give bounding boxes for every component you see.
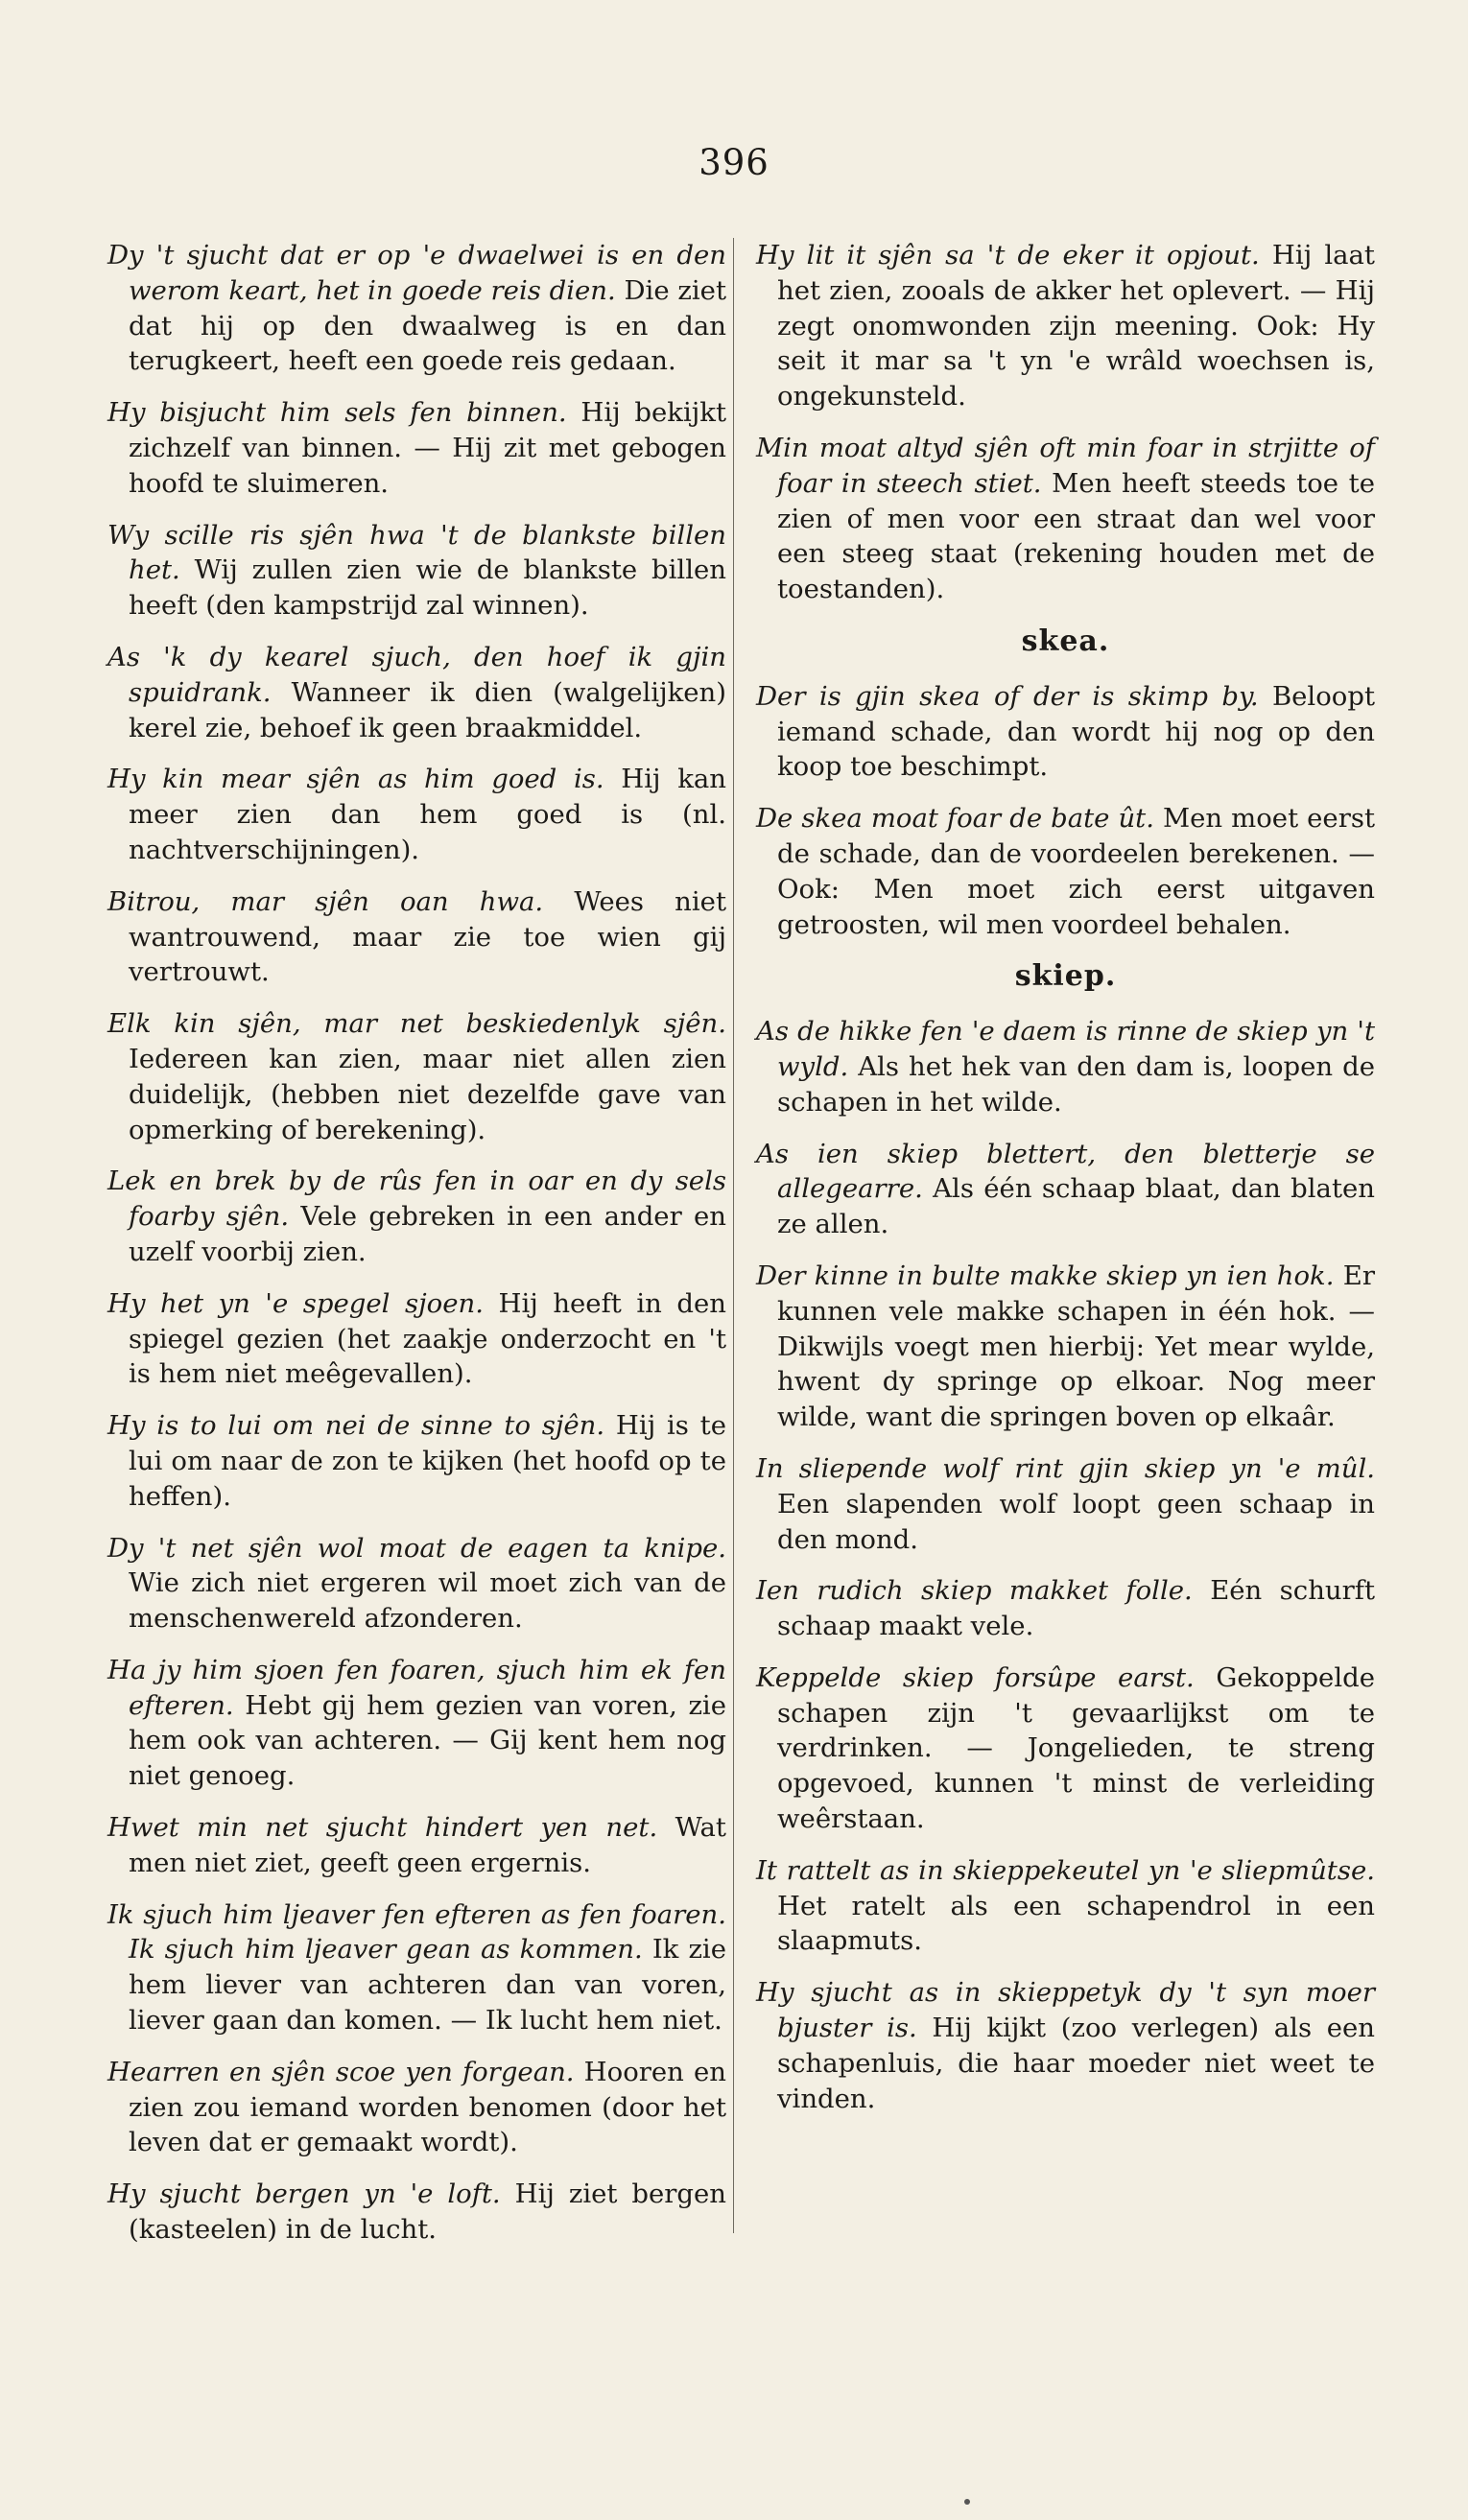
proverb-entry: Der is gjin skea of der is skimp by. Beloopt iemand schade, dan wordt hij nog op den koop toe beschimpt. [756,680,1375,783]
proverb-entry: Min moat altyd sjên oft min foar in strjitte of foar in steech stiet. Men heeft steeds toe te zien of men voor een straat dan wel voor een steeg staat (rekening houden met de toestanden). [756,432,1375,605]
section-heading-skea: skea. [1021,624,1110,658]
right-column [756,238,1375,2132]
proverb-entry: Ha jy him sjoen fen foaren, sjuch him ek fen efteren. Hebt gij hem gezien van voren, zie hem ook van achteren. — Gij kent hem nog niet genoeg. [107,1654,726,1792]
proverb-entry: Hy kin mear sjên as him goed is. Hij kan meer zien dan hem goed is (nl. nachtverschijningen). [107,764,726,865]
column-divider [733,238,734,2233]
proverb-entry: Keppelde skiep forsûpe earst. Gekoppelde schapen zijn 't gevaarlijkst om te verdrinken. — Jongelieden, te streng opgevoed, kunnen 't minst de verleiding weêrstaan. [756,1661,1375,1835]
proverb-entry: Der kinne in bulte makke skiep yn ien hok. Er kunnen vele makke schapen in één hok. — Dikwijls voegt men hierbij: Yet mear wylde, hwent dy springe op elkoar. Nog meer wilde, want die springen boven op elkaâr. [756,1260,1375,1433]
proverb-entry: Lek en brek by de rûs fen in oar en dy sels foarby sjên. Vele gebreken in een ander en uzelf voorbij zien. [107,1166,727,1267]
proverb-entry: It rattelt as in skieppekeutel yn 'e sliepmûtse. Het ratelt als een schapendrol in een slaapmuts. [756,1854,1375,1957]
proverb-entry: Ien rudich skiep makket folle. Eén schurft schaap maakt vele. [756,1575,1375,1642]
proverb-entry: Hy sjucht bergen yn 'e loft. Hij ziet bergen (kasteelen) in de lucht. [107,2179,726,2246]
proverb-entry: As ien skiep blettert, den bletterje se allegearre. Als één schaap blaat, dan blaten ze allen. [756,1138,1375,1240]
section-heading-skiep: skiep. [1014,959,1117,994]
proverb-entry: Bitrou, mar sjên oan hwa. Wees niet wantrouwend, maar zie toe wien gij vertrouwt. [107,885,726,988]
proverb-entry: Dy 't sjucht dat er op 'e dwaelwei is en den werom keart, het in goede reis dien. Die ziet dat hij op den dwaalweg is en dan terugkeert, heeft een goede reis gedaan. [107,240,726,377]
proverb-entry: As 'k dy kearel sjuch, den hoef ik gjin spuidrank. Wanneer ik dien (walgelijken) kerel zie, behoef ik geen braakmiddel. [107,641,726,743]
proverb-entry: As de hikke fen 'e daem is rinne de skiep yn 't wyld. Als het hek van den dam is, loopen de schapen in het wilde. [756,1016,1375,1118]
proverb-entry: De skea moat foar de bate ût. Men moet eerst de schade, dan de voordeelen berekenen. — Ook: Men moet zich eerst uitgaven getroosten, wil men voordeel behalen. [756,803,1375,940]
proverb-entry: Dy 't net sjên wol moat de eagen ta knipe. Wie zich niet ergeren wil moet zich van de menschenwereld afzonderen. [107,1532,726,1635]
proverb-entry: Hy is to lui om nei de sinne to sjên. Hij is te lui om naar de zon te kijken (het hoofd op te heffen). [107,1410,726,1512]
proverb-entry: Hy bisjucht him sels fen binnen. Hij bekijkt zichzelf van binnen. — Hij zit met gebogen hoofd te sluimeren. [107,397,726,499]
proverb-entry: Wy scille ris sjên hwa 't de blankste billen het. Wij zullen zien wie de blankste billen heeft (den kampstrijd zal winnen). [107,519,726,622]
proverb-entry: Hy sjucht as in skieppetyk dy 't syn moer bjuster is. Hij kijkt (zoo verlegen) als een schapenluis, die haar moeder niet weet te vinden. [756,1977,1375,2114]
proverb-entry: Elk kin sjên, mar net beskiedenlyk sjên. Iedereen kan zien, maar niet allen zien duidelijk, (hebben niet dezelfde gave van opmerking of berekening). [107,1008,726,1145]
proverb-entry: Hy lit it sjên sa 't de eker it opjout. Hij laat het zien, zooals de akker het oplevert. — Hij zegt onomwonden zijn meening. Ook: Hy seit it mar sa 't yn 'e wrâld woechsen is, ongekunsteld. [756,240,1375,412]
page-number: 396 [698,142,770,183]
paper-speck [964,2499,970,2505]
proverb-entry: In sliepende wolf rint gjin skiep yn 'e mûl. Een slapenden wolf loopt geen schaap in den mond. [756,1452,1375,1555]
proverb-entry: Ik sjuch him ljeaver fen efteren as fen foaren. Ik sjuch him ljeaver gean as kommen. Ik zie hem liever van achteren dan van voren, liever gaan dan komen. — Ik lucht hem niet. [107,1898,727,2037]
left-column [107,238,726,2264]
proverb-entry: Hy het yn 'e spegel sjoen. Hij heeft in den spiegel gezien (het zaakje onderzocht en 't is hem niet meêgevallen). [107,1287,726,1390]
proverb-entry: Hwet min net sjucht hindert yen net. Wat men niet ziet, geeft geen ergernis. [107,1812,726,1878]
proverb-entry: Hearren en sjên scoe yen forgean. Hooren en zien zou iemand worden benomen (door het leven dat er gemaakt wordt). [107,2056,726,2158]
